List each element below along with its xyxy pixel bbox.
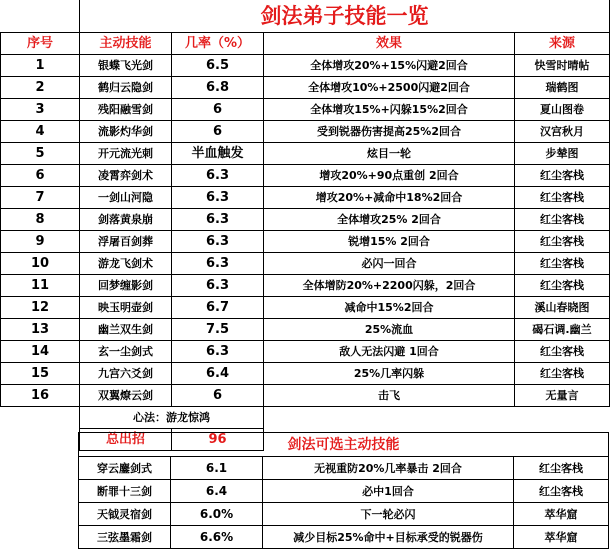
optional-skill-effect: 无视重防20%几率暴击 2回合 [263, 457, 514, 480]
header-source: 来源 [515, 33, 610, 55]
skill-name: 流影灼华剑 [80, 121, 172, 143]
skill-source: 步辇图 [515, 143, 610, 165]
skill-index: 1 [1, 55, 80, 77]
optional-skill-effect: 必中1回合 [263, 480, 514, 503]
skill-source: 快雪时晴帖 [515, 55, 610, 77]
skill-index: 8 [1, 209, 80, 231]
skill-effect: 炫目一轮 [264, 143, 515, 165]
table-row [1, 99, 610, 121]
skill-effect: 减命中15%2回合 [264, 297, 515, 319]
skill-name: 九宫六爻剑 [80, 363, 172, 385]
skill-name: 残阳融雪剑 [80, 99, 172, 121]
table-title: 剑法弟子技能一览 [80, 0, 610, 33]
skill-index: 4 [1, 121, 80, 143]
skill-effect: 25%几率闪躲 [264, 363, 515, 385]
blank-cell [264, 407, 610, 429]
skill-index: 3 [1, 99, 80, 121]
skill-effect: 必闪一回合 [264, 253, 515, 275]
skill-index: 13 [1, 319, 80, 341]
table-row [1, 55, 610, 77]
optional-skill-source: 萃华窟 [514, 526, 609, 549]
skill-effect: 25%流血 [264, 319, 515, 341]
skill-source: 红尘客栈 [515, 363, 610, 385]
skill-index: 11 [1, 275, 80, 297]
skill-effect: 击飞 [264, 385, 515, 407]
skill-name: 一剑山河隐 [80, 187, 172, 209]
skill-source: 红尘客栈 [515, 187, 610, 209]
skill-rate: 6.3 [172, 231, 264, 253]
skill-rate: 6.3 [172, 275, 264, 297]
skill-source: 红尘客栈 [515, 165, 610, 187]
skill-name: 游龙飞剑术 [80, 253, 172, 275]
skill-rate: 6.3 [172, 187, 264, 209]
optional-skill-name: 穿云鏖剑式 [79, 457, 171, 480]
skill-source: 红尘客栈 [515, 275, 610, 297]
skill-rate: 7.5 [172, 319, 264, 341]
blank-cell [1, 0, 80, 33]
skill-source: 碣石调.幽兰 [515, 319, 610, 341]
optional-skill-rate: 6.1 [171, 457, 263, 480]
skill-name: 开元流光刺 [80, 143, 172, 165]
table-row [1, 231, 610, 253]
skill-effect: 全体增防20%+2200闪躲，2回合 [264, 275, 515, 297]
table-row [1, 77, 610, 99]
skill-index: 16 [1, 385, 80, 407]
skill-name: 银蝶飞光剑 [80, 55, 172, 77]
optional-title: 剑法可选主动技能 [79, 433, 609, 457]
skill-source: 红尘客栈 [515, 253, 610, 275]
skill-name: 回梦缠影剑 [80, 275, 172, 297]
table-row [79, 503, 609, 526]
header-rate: 几率（%） [172, 33, 264, 55]
table-row [1, 121, 610, 143]
header-effect: 效果 [264, 33, 515, 55]
skill-name: 剑落黄泉崩 [80, 209, 172, 231]
skill-source: 红尘客栈 [515, 209, 610, 231]
skill-rate: 6 [172, 385, 264, 407]
skill-index: 9 [1, 231, 80, 253]
skill-rate: 6 [172, 99, 264, 121]
header-index: 序号 [1, 33, 80, 55]
skill-name: 鹤归云隐剑 [80, 77, 172, 99]
table-row [1, 385, 610, 407]
optional-skill-effect: 下一轮必闪 [263, 503, 514, 526]
skill-rate: 6.4 [172, 363, 264, 385]
skill-name: 幽兰双生剑 [80, 319, 172, 341]
total-label: 总出招 [80, 429, 172, 451]
skill-name: 凌霄弈剑术 [80, 165, 172, 187]
optional-skill-name: 三弦墨霜剑 [79, 526, 171, 549]
skill-name: 浮屠百剑葬 [80, 231, 172, 253]
skill-index: 10 [1, 253, 80, 275]
optional-skill-table [78, 432, 609, 549]
skill-index: 12 [1, 297, 80, 319]
skill-source: 红尘客栈 [515, 341, 610, 363]
xinfa-row [1, 407, 610, 429]
header-row [1, 33, 610, 55]
optional-skill-rate: 6.4 [171, 480, 263, 503]
blank-cell [1, 429, 80, 451]
skill-rate: 6.3 [172, 209, 264, 231]
table-row [1, 319, 610, 341]
skill-index: 5 [1, 143, 80, 165]
skill-rate: 6.3 [172, 165, 264, 187]
table-row [1, 209, 610, 231]
skill-rate: 半血触发 [172, 143, 264, 165]
optional-skill-source: 红尘客栈 [514, 457, 609, 480]
skill-name: 双翼燎云剑 [80, 385, 172, 407]
skill-source: 瑞鹤图 [515, 77, 610, 99]
skill-index: 7 [1, 187, 80, 209]
skill-effect: 增攻20%+减命中18%2回合 [264, 187, 515, 209]
header-skill: 主动技能 [80, 33, 172, 55]
table-row [1, 275, 610, 297]
skill-index: 2 [1, 77, 80, 99]
skill-rate: 6.3 [172, 341, 264, 363]
skill-index: 6 [1, 165, 80, 187]
table-row [1, 341, 610, 363]
skill-source: 无量言 [515, 385, 610, 407]
xinfa-label: 心法：游龙惊鸿 [80, 407, 264, 429]
skill-effect: 全体增攻10%+2500闪避2回合 [264, 77, 515, 99]
table-row [1, 363, 610, 385]
table-row [1, 253, 610, 275]
skill-source: 夏山图卷 [515, 99, 610, 121]
skill-source: 红尘客栈 [515, 231, 610, 253]
skill-effect: 全体增攻20%+15%闪避2回合 [264, 55, 515, 77]
skill-rate: 6.3 [172, 253, 264, 275]
table-row [79, 457, 609, 480]
skill-rate: 6.7 [172, 297, 264, 319]
skill-source: 汉宫秋月 [515, 121, 610, 143]
skill-effect: 受到锐器伤害提高25%2回合 [264, 121, 515, 143]
skill-effect: 锐增15% 2回合 [264, 231, 515, 253]
skill-name: 玄一尘剑式 [80, 341, 172, 363]
skill-source: 溪山春晓图 [515, 297, 610, 319]
optional-skill-source: 红尘客栈 [514, 480, 609, 503]
optional-skill-rate: 6.6% [171, 526, 263, 549]
total-value: 96 [172, 429, 264, 451]
table-row [79, 526, 609, 549]
skill-rate: 6.8 [172, 77, 264, 99]
skill-effect: 全体增攻15%+闪躲15%2回合 [264, 99, 515, 121]
optional-skill-source: 萃华窟 [514, 503, 609, 526]
skill-rate: 6 [172, 121, 264, 143]
skill-rate: 6.5 [172, 55, 264, 77]
skill-effect: 增攻20%+90点重创 2回合 [264, 165, 515, 187]
table-row [1, 297, 610, 319]
skill-name: 映玉明壶剑 [80, 297, 172, 319]
table-row [1, 143, 610, 165]
skill-effect: 全体增攻25% 2回合 [264, 209, 515, 231]
table-row [1, 165, 610, 187]
optional-skill-name: 天钺灵宿剑 [79, 503, 171, 526]
optional-skill-effect: 减少目标25%命中+目标承受的锐器伤 [263, 526, 514, 549]
table-row [79, 480, 609, 503]
table-row [1, 187, 610, 209]
skill-effect: 敌人无法闪避 1回合 [264, 341, 515, 363]
blank-cell [1, 407, 80, 429]
skill-index: 14 [1, 341, 80, 363]
skill-index: 15 [1, 363, 80, 385]
optional-skill-rate: 6.0% [171, 503, 263, 526]
optional-skill-name: 断罪十三剑 [79, 480, 171, 503]
